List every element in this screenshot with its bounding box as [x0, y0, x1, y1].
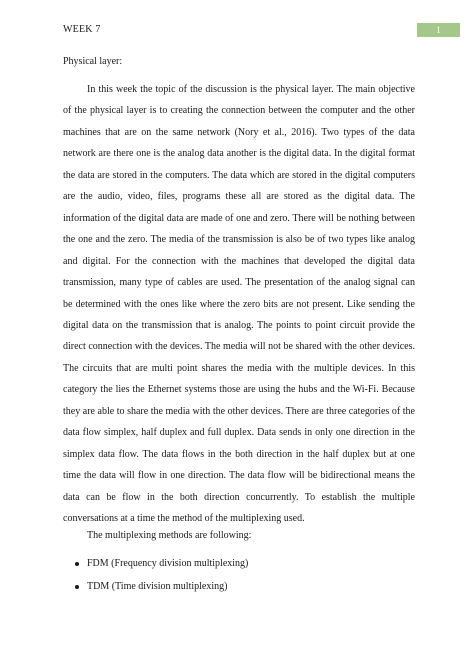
bullet-icon: [75, 585, 79, 589]
multiplexing-intro-text: The multiplexing methods are following:: [87, 530, 252, 541]
list-item-text: FDM (Frequency division multiplexing): [87, 558, 249, 569]
list-item: [75, 557, 248, 580]
section-heading: Physical layer:: [63, 56, 123, 67]
page-number-badge: 1: [417, 23, 460, 37]
running-header-title: WEEK 7: [63, 24, 101, 35]
bullet-icon: [75, 562, 79, 566]
list-item-text: TDM (Time division multiplexing): [87, 581, 228, 592]
body-paragraph: In this week the topic of the discussion is the physical layer. The main objective of the physical layer is to creating the connection between the computer and the other machines that are on the same network (Nory et al., 2016). Two types of the data network are there one is the analog data another is the digital data. In the digital format the data are stored in the computers. The data which are stored in the digital computers are the audio, video, files, programs these all are stored as the digital data. The information of the digital data are made of one and zero. There will be nothing between the one and the zero. The media of the transmission is also be of two types like analog and digital. For the connection with the machines that developed the digital data transmission, many type of cables are used. The presentation of the analog signal can be determined with the ones like where the zero bits are not present. Like sending the digital data on the transmission that is analog. The points to point circuit provide the direct connection with the devices. The media will not be shared with the other devices. The circuits that are multi point shares the media with the multiple devices. In this category the lies the Ethernet systems those are using the hubs and the Wi-Fi. Because they are able to share the media with the other devices. There are three categories of the data flow simplex, half duplex and full duplex. Data sends in only one direction in the simplex data flow. The data flows in the both direction in the half duplex but at one time the data will flow in one direction. The data flow will be bidirectional means the data can be flow in the both direction concurrently. To establish the multiple conversations at a time the method of the multiplexing used.: [63, 84, 415, 525]
multiplexing-methods-list: [75, 557, 248, 603]
list-item: [75, 580, 248, 603]
